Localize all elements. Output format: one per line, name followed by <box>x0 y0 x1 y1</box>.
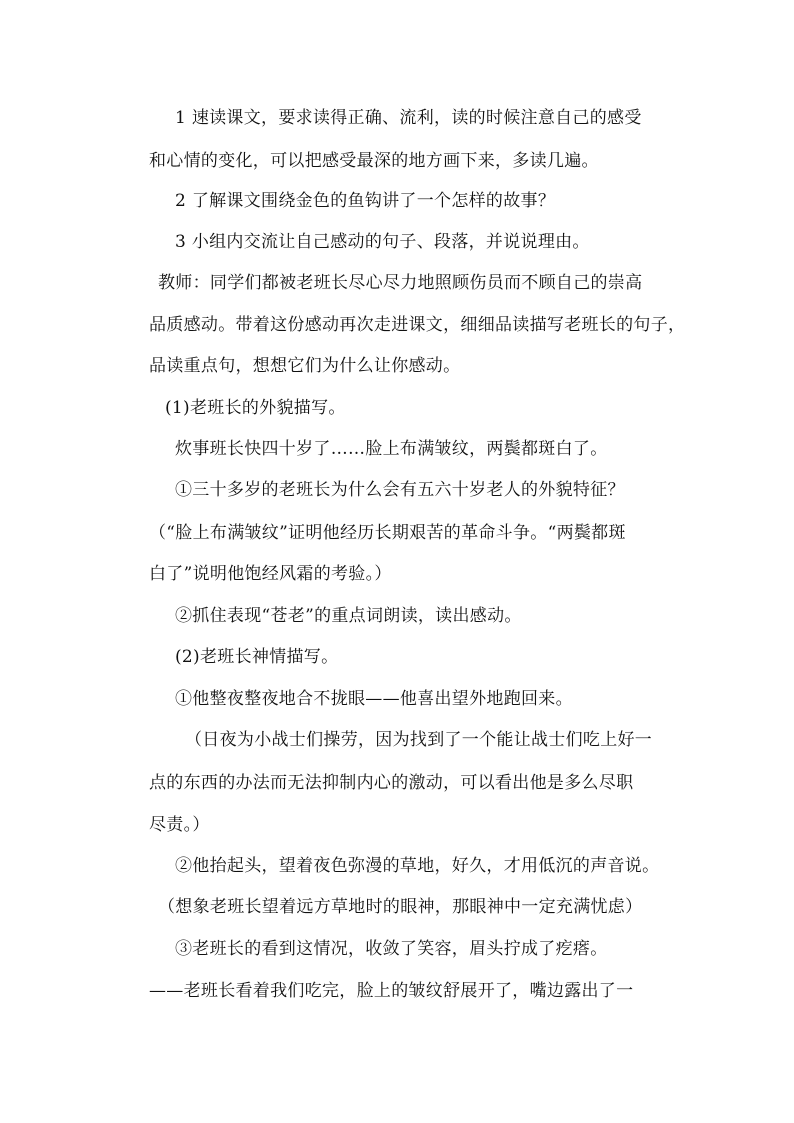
text-line-5: 教师：同学们都被老班长尽心尽力地照顾伤员而不顾自己的崇高 <box>158 273 643 293</box>
text-line-11: （“脸上布满皱纹”证明他经历长期艰苦的革命斗争。“两鬓都斑 <box>149 523 626 543</box>
text-line-2: 和心情的变化，可以把感受最深的地方画下来，多读几遍。 <box>149 151 599 171</box>
text-line-15: ①他整夜整夜地合不拢眼——他喜出望外地跑回来。 <box>175 689 573 709</box>
text-line-18: 尽责。） <box>149 815 210 835</box>
text-line-12: 白了”说明他饱经风霜的考验。） <box>149 564 392 584</box>
text-line-21: ③老班长的看到这情况，收敛了笑容，眉头拧成了疙瘩。 <box>175 939 608 959</box>
text-line-10: ①三十多岁的老班长为什么会有五六十岁老人的外貌特征？ <box>175 480 625 500</box>
text-line-8: (1)老班长的外貌描写。 <box>165 398 346 418</box>
text-line-6: 品质感动。带着这份感动再次走进课文，细细品读描写老班长的句子， <box>149 315 686 335</box>
text-line-13: ②抓住表现“苍老”的重点词朗读，读出感动。 <box>175 606 522 626</box>
text-line-7: 品读重点句，想想它们为什么让你感动。 <box>149 356 461 376</box>
text-line-20: （想象老班长望着远方草地时的眼神，那眼神中一定充满忧虑） <box>158 897 643 917</box>
text-line-22: ——老班长看着我们吃完，脸上的皱纹舒展开了，嘴边露出了一 <box>149 981 634 1001</box>
text-line-16: （日夜为小战士们操劳，因为找到了一个能让战士们吃上好一 <box>185 730 653 750</box>
text-line-17: 点的东西的办法而无法抑制内心的激动，可以看出他是多么尽职 <box>149 773 634 793</box>
text-line-3: 2 了解课文围绕金色的鱼钩讲了一个怎样的故事？ <box>175 191 556 211</box>
text-line-9: 炊事班长快四十岁了……脸上布满皱纹，两鬓都斑白了。 <box>175 439 608 459</box>
text-line-1: 1 速读课文，要求读得正确、流利，读的时候注意自己的感受 <box>175 108 642 128</box>
text-line-19: ②他抬起头，望着夜色弥漫的草地，好久，才用低沉的声音说。 <box>175 856 660 876</box>
text-line-14: (2)老班长神情描写。 <box>175 647 339 667</box>
text-line-4: 3 小组内交流让自己感动的句子、段落，并说说理由。 <box>175 232 590 252</box>
